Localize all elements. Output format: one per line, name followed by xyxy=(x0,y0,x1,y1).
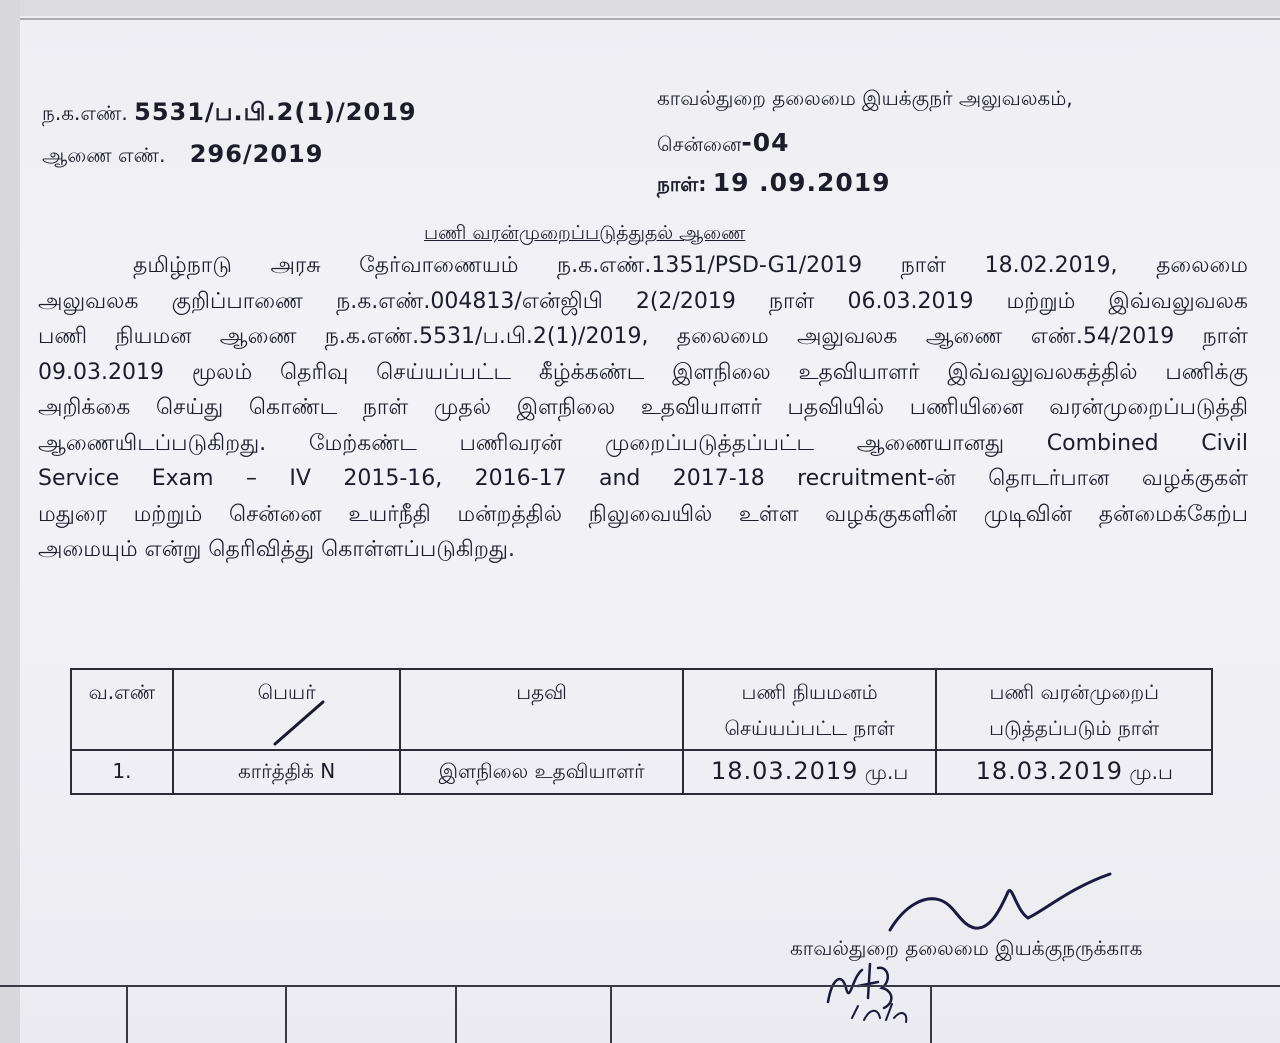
page-left-edge xyxy=(0,0,20,1043)
col-header-regularised-line2: படுத்தப்படும் நாள் xyxy=(989,716,1160,740)
office-name: காவல்துறை தலைமை இயக்குநர் அலுவலகம், xyxy=(657,86,1073,110)
col-header-appointed-line2: செய்யப்பட்ட நாள் xyxy=(724,716,895,740)
body-line: அறிக்கை செய்து கொண்ட நாள் முதல் இளநிலை உதவியாளர் பதவியில் பணியினை வரன்முறைப்படுத்தி xyxy=(38,395,1248,420)
body-line: மதுரை மற்றும் சென்னை உயர்நீதி மன்றத்தில் நிலுவையில் உள்ள வழக்குகளின் முடிவின் தன்மைக்கேற்ப xyxy=(38,501,1248,527)
file-ref-prefix: ந.க.எண். xyxy=(42,101,128,125)
col-header-regularised-line1: பணி வரன்முறைப் xyxy=(989,680,1159,704)
col-header-appointed-line1: பணி நியமனம் xyxy=(741,680,878,704)
order-date-prefix: நாள்: xyxy=(657,172,707,196)
cell-name: கார்த்திக் N xyxy=(173,750,400,794)
regularised-date-suffix: மு.ப xyxy=(1129,760,1173,784)
col-header-serial: வ.எண் xyxy=(71,669,173,750)
office-city xyxy=(657,128,790,159)
cell-post: இளநிலை உதவியாளர் xyxy=(400,750,682,794)
page-border-line xyxy=(20,18,1280,20)
ledger-grid-line xyxy=(285,985,287,1043)
body-line: தமிழ்நாடு அரசு தேர்வாணையம் ந.க.எண்.1351/PSD-G1/2019 நாள் 18.02.2019, தலைமை xyxy=(133,253,1248,278)
body-line: ஆணையிடப்படுகிறது. மேற்கண்ட பணிவரன் முறைப்படுத்தப்பட்ட ஆணையானது Combined Civil xyxy=(38,430,1248,456)
body-line: அலுவலக குறிப்பாணை ந.க.எண்.004813/என்ஜிபி 2(2/2019 நாள் 06.03.2019 மற்றும் இவ்வலுவலக xyxy=(38,288,1248,314)
signatory-designation: காவல்துறை தலைமை இயக்குநருக்காக xyxy=(790,936,1143,960)
page-top-edge xyxy=(0,0,1280,16)
ledger-grid-line xyxy=(610,985,612,1043)
col-header-name-label: பெயர் xyxy=(257,680,316,704)
body-line: 09.03.2019 மூலம் தெரிவு செய்யப்பட்ட கீழ்க்கண்ட இளநிலை உதவியாளர் இவ்வலுவலகத்தில் பணிக்கு xyxy=(38,359,1248,385)
body-line: Service Exam – IV 2015-16, 2016-17 and 2017-18 recruitment-ன் தொடர்பான வழக்குகள் xyxy=(38,466,1248,491)
order-date-value: 19 .09.2019 xyxy=(712,168,891,197)
cell-regularised-date xyxy=(936,750,1212,794)
office-city-code: -04 xyxy=(741,128,790,157)
regularised-date-value: 18.03.2019 xyxy=(975,757,1124,785)
cell-serial: 1. xyxy=(71,750,173,794)
table-header-row xyxy=(71,669,1212,750)
appointed-date-suffix: மு.ப xyxy=(864,760,909,784)
table-row xyxy=(71,750,1212,794)
body-line: பணி நியமன ஆணை ந.க.எண்.5531/ப.பி.2(1)/2019, தலைமை அலுவலக ஆணை எண்.54/2019 நாள் xyxy=(38,324,1248,349)
body-line: அமையும் என்று தெரிவித்து கொள்ளப்படுகிறது. xyxy=(38,537,515,562)
col-header-appointed xyxy=(683,669,937,750)
order-title: பணி வரன்முறைப்படுத்துதல் ஆணை xyxy=(424,222,746,244)
appointed-date-value: 18.03.2019 xyxy=(710,757,859,785)
ledger-grid-line xyxy=(0,985,1280,987)
order-reference xyxy=(42,140,323,170)
order-body xyxy=(38,248,1248,568)
office-city-name: சென்னை xyxy=(657,132,742,156)
ledger-grid-line xyxy=(126,985,128,1043)
col-header-regularised xyxy=(936,669,1212,750)
file-reference xyxy=(42,98,417,129)
cell-appointed-date xyxy=(683,750,937,794)
regularisation-table xyxy=(70,668,1213,795)
file-ref-number: 5531/ப.பி.2(1)/2019 xyxy=(134,98,417,126)
pen-tick-mark xyxy=(269,700,329,750)
ledger-grid xyxy=(0,985,1280,1043)
col-header-post: பதவி xyxy=(400,669,682,750)
ledger-grid-line xyxy=(455,985,457,1043)
order-date xyxy=(657,168,891,199)
col-header-name xyxy=(173,669,400,750)
ledger-grid-line xyxy=(930,985,932,1043)
order-ref-prefix: ஆணை எண். xyxy=(42,143,166,167)
order-ref-number: 296/2019 xyxy=(189,140,324,168)
